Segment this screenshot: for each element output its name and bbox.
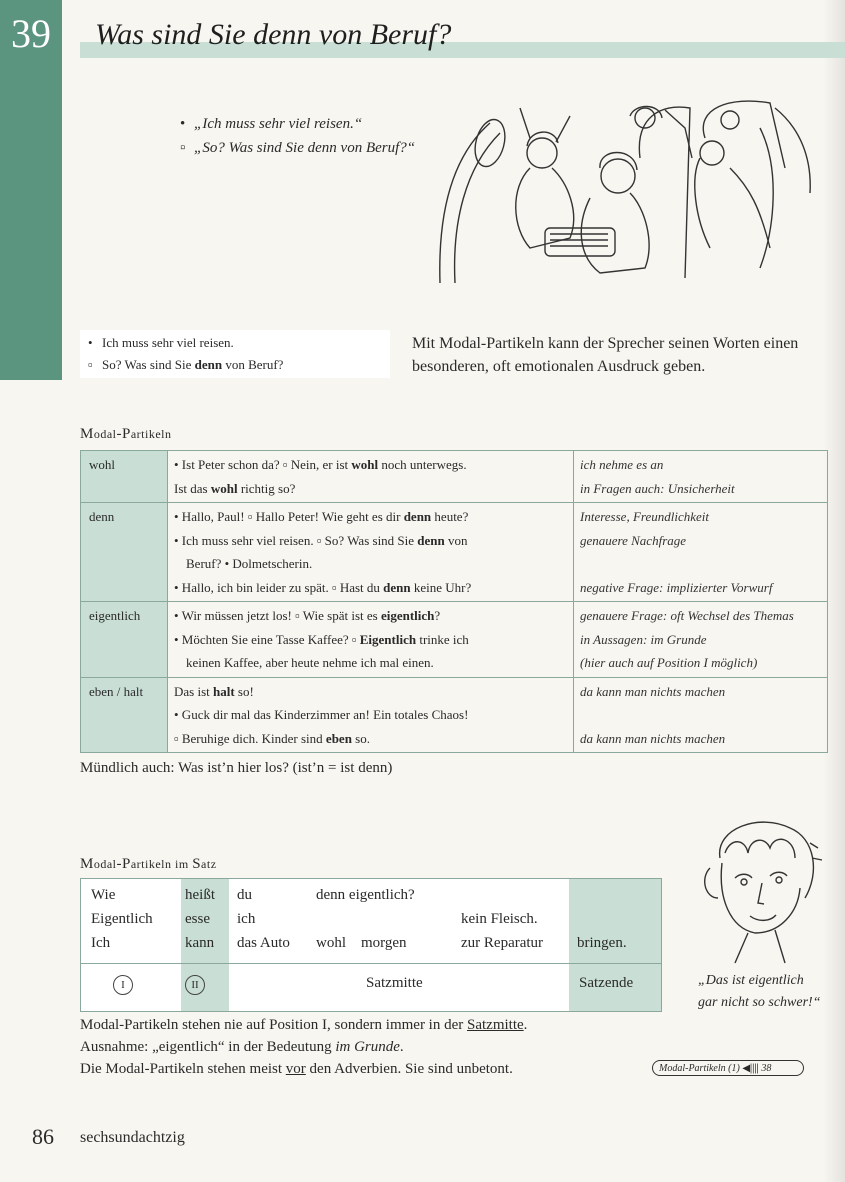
page-title: Was sind Sie denn von Beruf? (95, 18, 452, 51)
particle-name: eben / halt (81, 677, 168, 753)
note-line (580, 552, 821, 576)
particle-notes (574, 677, 828, 753)
muendlich-note: Mündlich auch: Was ist’n hier los? (ist’n = ist denn) (80, 760, 393, 776)
col2-row2: esse (185, 911, 210, 927)
note-line: da kann man nichts machen (580, 683, 726, 699)
rule-line-1: Modal-Partikeln stehen nie auf Position I, sondern immer in der Satzmitte. (80, 1017, 528, 1033)
col3-row2: ich (237, 911, 256, 927)
note-line: negative Frage: implizierter Vorwurf (580, 579, 773, 595)
col5-row3: zur Reparatur (461, 935, 544, 951)
note-line: ich nehme es an (580, 457, 664, 472)
col3-row3: das Auto (237, 935, 290, 951)
example-line: keinen Kaffee, aber heute nehme ich mal einen. (186, 655, 434, 670)
col5-row2: kein Fleisch. (461, 911, 538, 927)
col1-row2: Eigentlich (91, 911, 153, 927)
airplane-illustration (430, 98, 815, 288)
particle-name: wohl (81, 451, 168, 503)
example-line: • Ist Peter schon da? ▫ Nein, er ist wohl noch unterwegs. (174, 457, 467, 472)
example-line: • Hallo, Paul! ▫ Hallo Peter! Wie geht es dir denn heute? (174, 509, 469, 524)
example-line-1: • Ich muss sehr viel reisen. (88, 335, 234, 350)
section-heading-modal-partikeln-im-satz: Modal-Partikeln im Satz (80, 856, 217, 872)
particle-notes (574, 602, 828, 678)
col1-row1: Wie (91, 887, 116, 903)
rule-line-3: Die Modal-Partikeln stehen meist vor den Adverbien. Sie sind unbetont. (80, 1061, 513, 1077)
particle-row (81, 503, 828, 602)
position-two-marker: II (185, 975, 205, 995)
satzende-label: Satzende (579, 975, 634, 991)
woman-face-illustration (700, 818, 825, 968)
example-line: Beruf? • Dolmetscherin. (186, 556, 313, 571)
section-heading-modal-partikeln: Modal-Partikeln (80, 426, 172, 442)
cross-reference-tag: Modal-Partikeln (1) ◀|||| 38 (652, 1060, 804, 1076)
col1-row3: Ich (91, 935, 111, 951)
intro-text: Mit Modal-Partikeln kann der Sprecher seinen Worten einen besonderen, oft emotionalen Ausdruck geben. (412, 335, 799, 375)
example-line: Ist das wohl richtig so? (174, 480, 296, 496)
note-line: genauere Frage: oft Wechsel des Themas (580, 608, 794, 623)
col4-row3: wohl (316, 935, 346, 951)
rule-line-2: Ausnahme: „eigentlich“ in der Bedeutung im Grunde. (80, 1039, 404, 1055)
example-line: • Möchten Sie eine Tasse Kaffee? ▫ Eigentlich trinke ich (174, 631, 469, 647)
page-number-word: sechsundachtzig (80, 1129, 185, 1146)
particle-examples (168, 677, 574, 753)
intro-dialog (180, 112, 415, 160)
example-line: • Wir müssen jetzt los! ▫ Wie spät ist es eigentlich? (174, 608, 441, 623)
modal-particle-table (80, 450, 828, 753)
col4-row1: denn eigentlich? (316, 887, 415, 903)
particle-row (81, 602, 828, 678)
example-line: • Ich muss sehr viel reisen. ▫ So? Was sind Sie denn von (174, 532, 468, 548)
chapter-number: 39 (11, 11, 51, 56)
arrow-icon: ◀|||| (742, 1063, 759, 1074)
note-line: da kann man nichts machen (580, 730, 726, 746)
particle-row (81, 451, 828, 503)
col6-row3: bringen. (577, 935, 627, 951)
rules-text (80, 1014, 527, 1080)
satzmitte-label: Satzmitte (366, 975, 423, 991)
particle-examples (168, 451, 574, 503)
row-separator (81, 963, 661, 964)
col4b-row3: morgen (361, 935, 407, 951)
col2-row3: kann (185, 935, 215, 951)
note-line: (hier auch auf Position I möglich) (580, 655, 758, 670)
note-line (580, 703, 821, 727)
example-line-2: ▫ So? Was sind Sie denn von Beruf? (88, 357, 284, 372)
example-line: ▫ Beruhige dich. Kinder sind eben so. (174, 730, 370, 746)
dialog-line-1: • „Ich muss sehr viel reisen.“ (180, 116, 363, 132)
example-line: Das ist halt so! (174, 683, 254, 699)
note-line: in Fragen auch: Unsicherheit (580, 480, 735, 496)
note-line: in Aussagen: im Grunde (580, 631, 707, 647)
particle-examples (168, 602, 574, 678)
col3-row1: du (237, 887, 252, 903)
particle-name: denn (81, 503, 168, 602)
position-one-marker: I (113, 975, 133, 995)
note-line: Interesse, Freundlichkeit (580, 509, 709, 524)
example-line: • Guck dir mal das Kinderzimmer an! Ein totales Chaos! (174, 707, 469, 722)
col2-row1: heißt (185, 887, 215, 903)
dialog-line-2: ▫ „So? Was sind Sie denn von Beruf?“ (180, 140, 416, 156)
note-line: genauere Nachfrage (580, 532, 687, 548)
example-box (80, 330, 390, 378)
particle-examples (168, 503, 574, 602)
chapter-sidebar (0, 0, 62, 380)
example-line: • Hallo, ich bin leider zu spät. ▫ Hast du denn keine Uhr? (174, 579, 472, 595)
sentence-position-table (80, 878, 662, 1012)
face-quote: „Das ist eigentlich gar nicht so schwer!“ (698, 973, 821, 1010)
particle-notes (574, 503, 828, 602)
particle-notes (574, 451, 828, 503)
page-number: 86 (32, 1124, 54, 1149)
particle-name: eigentlich (81, 602, 168, 678)
particle-row (81, 677, 828, 753)
